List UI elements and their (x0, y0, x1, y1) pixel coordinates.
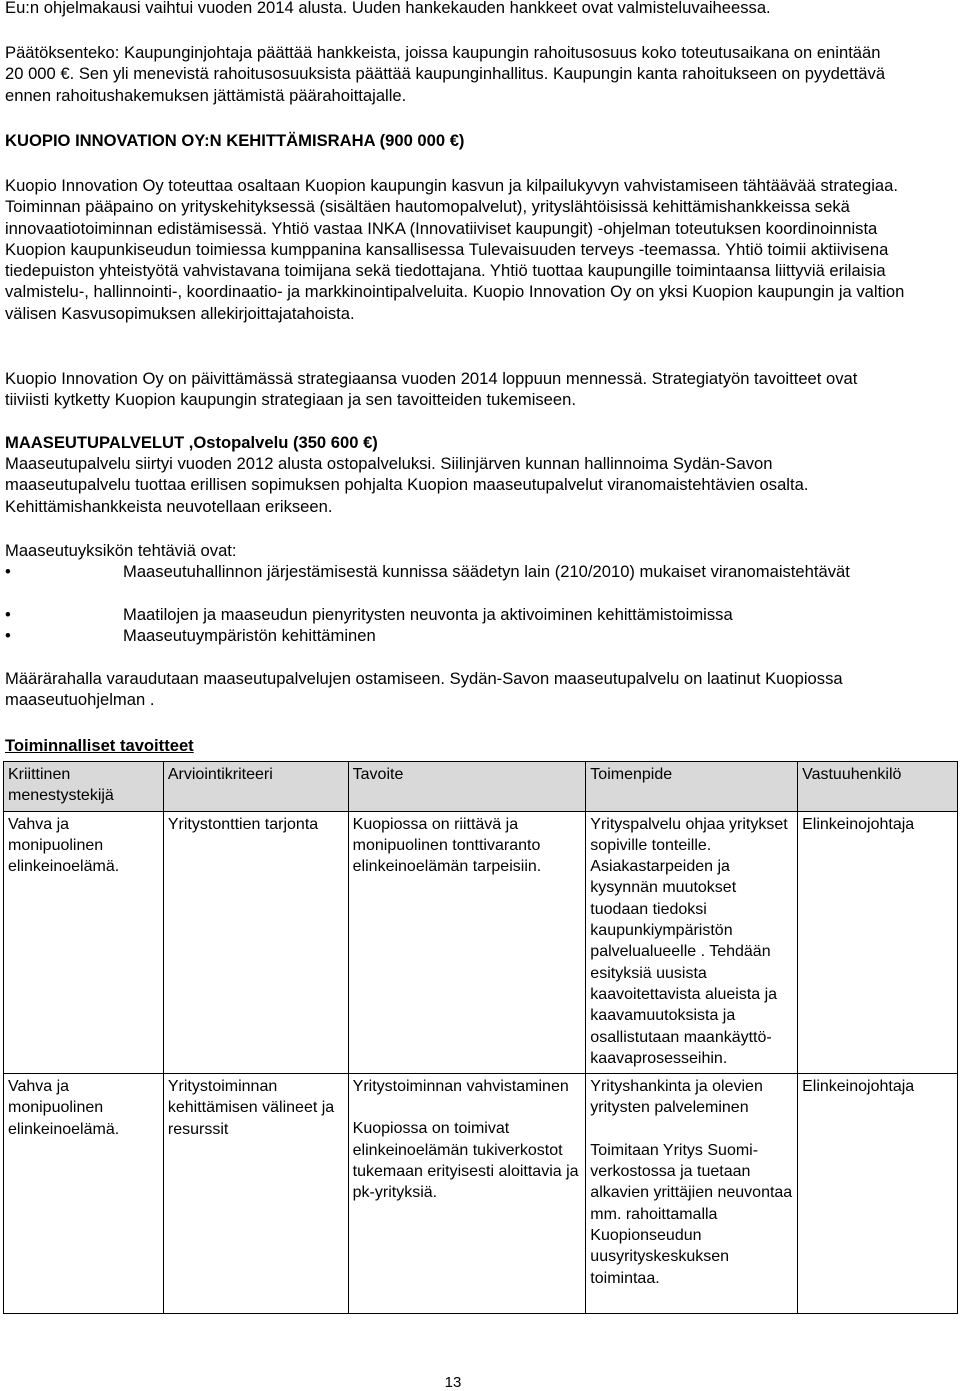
table-cell-goal: Yritystoiminnan vahvistaminen Kuopiossa on toimivat elinkeinoelämän tukiverkostot tukemaan erityisesti aloittavia ja pk-yrityksiä. (348, 1074, 586, 1314)
table-row (4, 1074, 958, 1314)
maaseutu-heading: MAASEUTUPALVELUT ,Ostopalvelu (350 600 €) (5, 433, 378, 452)
goals-table (3, 761, 958, 1314)
table-cell-action: Yrityspalvelu ohjaa yritykset sopiville tonteille. Asiakastarpeiden ja kysynnän muutokset tuodaan tiedoksi kaupunkiympäristön palvelualueelle . Tehdään esityksiä uusista kaavoitettavista alueista ja kaavamuutoksista ja osallistutaan maankäyttö- kaavaprosesseihin. (586, 811, 798, 1074)
table-cell-factor: Vahva ja monipuolinen elinkeinoelämä. (4, 811, 164, 1074)
page-number: 13 (444, 1374, 462, 1391)
kuopio-innovation-paragraph-2: Kuopio Innovation Oy on päivittämässä strategiaansa vuoden 2014 loppuun mennessä. Strategiatyön tavoitteet ovat tiiviisti kytketty Kuopion kaupungin strategiaan ja sen tavoitteiden tukemiseen. (5, 369, 858, 410)
kuopio-innovation-paragraph-1: Kuopio Innovation Oy toteuttaa osaltaan Kuopion kaupungin kasvun ja kilpailukyvyn vahvistamiseen tähtäävää strategiaa. Toiminnan pääpaino on yrityskehityksessä (sisältäen hautomopalvelut), yrityslähtöisissä kehittämishankkeissa sekä innovaatiotoiminnan edistämisessä. Yhtiö vastaa INKA (Innovatiiviset kaupungit) -ohjelman toteutuksen koordinoinnista Kuopion kaupunkiseudun toimiessa kumppanina kansallisessa Tulevaisuuden terveys -teemassa. Yhtiö toimii aktiivisena tiedepuiston yhteistyötä vahvistavana toimijana sekä tiedottajana. Yhtiö tuottaa kaupungille toimintaansa liittyviä erilaisia valmistelu-, hallinnointi-, koordinaatio- ja markkinointipalveluita. Kuopio Innovation Oy on yksi Kuopion kaupungin ja valtion välisen Kasvusopimuksen allekirjoittajatahoista. (5, 176, 905, 323)
table-header-row (4, 762, 958, 812)
column-header: Toimenpide (586, 762, 798, 812)
column-header: Arviointikriteeri (163, 762, 348, 812)
intro-paragraph-2: Päätöksenteko: Kaupunginjohtaja päättää hankkeista, joissa kaupungin rahoitusosuus koko toteutusaikana on enintään 20 000 €. Sen yli menevistä rahoitusosuuksista päättää kaupunginhallitus. Kaupungin kanta rahoitukseen on pyydettävä ennen rahoitushakemuksen jättämistä päärahoittajalle. (5, 43, 886, 105)
task-item: • Maatilojen ja maaseudun pienyritysten neuvonta ja aktivoiminen kehittämistoimissa (5, 605, 733, 624)
table-cell-goal: Kuopiossa on riittävä ja monipuolinen tonttivaranto elinkeinoelämän tarpeisiin. (348, 811, 586, 1074)
table-cell-criterion: Yritystoiminnan kehittämisen välineet ja resurssit (163, 1074, 348, 1314)
table-row (4, 811, 958, 1074)
table-cell-action: Yrityshankinta ja olevien yritysten palveleminen Toimitaan Yritys Suomi-verkostossa ja tuetaan alkavien yrittäjien neuvontaa mm. rahoittamalla Kuopionseudun uusyrityskeskuksen toimintaa. (586, 1074, 798, 1314)
goals-heading: Toiminnalliset tavoitteet (5, 736, 194, 755)
kuopio-innovation-heading: KUOPIO INNOVATION OY:N KEHITTÄMISRAHA (900 000 €) (5, 131, 465, 150)
column-header: Kriittinen menestystekijä (4, 762, 164, 812)
bullet-icon: • (5, 605, 11, 624)
intro-paragraph-1: Eu:n ohjelmakausi vaihtui vuoden 2014 alusta. Uuden hankekauden hankkeet ovat valmisteluvaiheessa. (5, 0, 771, 17)
bullet-icon: • (5, 562, 11, 581)
column-header: Vastuuhenkilö (798, 762, 958, 812)
table-cell-owner: Elinkeinojohtaja (798, 811, 958, 1074)
table-cell-criterion: Yritystonttien tarjonta (163, 811, 348, 1074)
table-cell-factor: Vahva ja monipuolinen elinkeinoelämä. (4, 1074, 164, 1314)
maaseutu-paragraph: Maaseutupalvelu siirtyi vuoden 2012 alusta ostopalveluksi. Siilinjärven kunnan hallinnoima Sydän-Savon maaseutupalvelu tuottaa erillisen sopimuksen pohjalta Kuopion maaseutupalvelut viranomaistehtävien osalta. Kehittämishankkeista neuvotellaan erikseen. (5, 454, 809, 516)
budget-note: Määrärahalla varaudutaan maaseutupalvelujen ostamiseen. Sydän-Savon maaseutupalvelu on laatinut Kuopiossa maaseutuohjelman . (5, 669, 843, 710)
tasks-intro: Maaseutuyksikön tehtäviä ovat: (5, 541, 237, 560)
task-item: • Maaseutuhallinnon järjestämisestä kunnissa säädetyn lain (210/2010) mukaiset viranomaistehtävät (5, 562, 850, 581)
task-item: • Maaseutuympäristön kehittäminen (5, 626, 376, 645)
table-cell-owner: Elinkeinojohtaja (798, 1074, 958, 1314)
column-header: Tavoite (348, 762, 586, 812)
bullet-icon: • (5, 626, 11, 645)
